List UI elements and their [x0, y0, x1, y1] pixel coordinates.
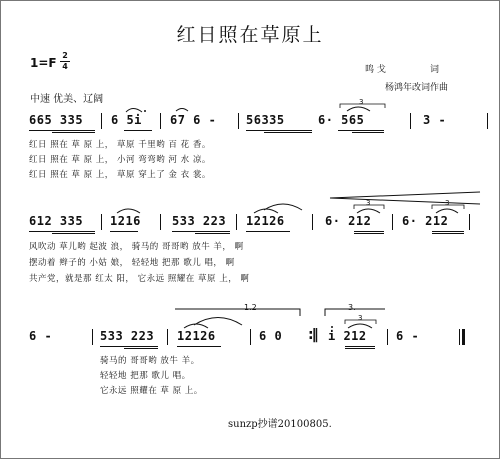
s3-measure-1: 6 - [29, 329, 53, 343]
lyricist-role: 词 [430, 65, 440, 75]
s2-measure-2: 1216 [110, 214, 141, 228]
s1-verse-1: 红日 照在 草 原 上， 草原 千里哟 百 花 香。 [29, 140, 211, 150]
transcriber-signature: sunzp抄谱20100805. [228, 419, 332, 430]
slur [348, 324, 372, 328]
time-signature-bottom: 4 [62, 62, 68, 71]
slur [194, 318, 242, 326]
s2-verse-2: 摆动着 辫子的 小姑 娘， 轻轻地 把那 歌儿 唱， 啊 [29, 258, 235, 268]
s2-measure-1: 612 335 [29, 214, 84, 228]
volta-2-label: 3. [348, 303, 356, 312]
s2-measure-3: 533 223 [172, 214, 227, 228]
slur [436, 209, 458, 213]
slur [184, 324, 208, 328]
triplet-number: 3 [445, 199, 450, 207]
s1-measure-4: 56335 [246, 113, 285, 127]
s3-measure-2: 533 223 [100, 329, 155, 343]
slur [347, 107, 370, 111]
lyricist-name: 鸣 戈 [365, 65, 386, 75]
s1-verse-3: 红日 照在 草 原 上， 草原 穿上了 金 衣 裳。 [29, 170, 211, 180]
s3-verse-2: 轻轻地 把那 歌儿 唱。 [100, 371, 191, 381]
repeat-end-barline: :‖ [308, 327, 317, 343]
volta-1-label: 1.2 [244, 303, 257, 312]
triplet-number: 3 [359, 98, 364, 106]
song-title: 红日照在草原上 [176, 24, 324, 46]
slur [117, 209, 140, 213]
s3-measure-6: 6 - [396, 329, 420, 343]
slur [254, 209, 278, 213]
s1-measure-1: 665 335 [29, 113, 84, 127]
s2-measure-6: 6· 212 [402, 214, 449, 228]
triplet-number: 3 [366, 199, 371, 207]
s3-measure-3: 12126 [177, 329, 216, 343]
s2-verse-3: 共产党，就是那 红太 阳， 它永远 照耀在 草原 上， 啊 [29, 274, 250, 284]
triplet-number: 3 [358, 314, 363, 322]
s3-verse-1: 骑马的 哥哥哟 放牛 羊。 [100, 356, 200, 366]
time-signature-top: 2 [62, 51, 68, 60]
slur [357, 209, 380, 213]
s3-measure-5: i 212 [328, 329, 367, 343]
arranger-credit: 杨鸿年改词作曲 [385, 83, 449, 93]
volta-bracket [175, 309, 300, 316]
s1-verse-2: 红日 照在 草 原 上， 小河 弯弯哟 河 水 凉。 [29, 155, 211, 165]
s2-measure-4: 12126 [246, 214, 285, 228]
volta-bracket [325, 309, 385, 316]
s1-measure-3: 67 6 - [170, 113, 217, 127]
key-signature: 1=F [30, 56, 57, 70]
s1-measure-6: 3 - [423, 113, 447, 127]
s1-measure-5: 6· 565 [318, 113, 365, 127]
slur [126, 109, 142, 113]
s3-measure-4: 6 0 [259, 329, 283, 343]
hairpin [330, 198, 480, 204]
s2-verse-1: 风吹动 草儿哟 起波 浪， 骑马的 哥哥哟 放牛 羊， 啊 [29, 242, 244, 252]
s1-measure-2: 6 5i [111, 113, 142, 127]
slur [176, 109, 188, 112]
tempo-marking: 中速 优美、辽阔 [30, 94, 104, 105]
s3-verse-3: 它永远 照耀在 草 原 上。 [100, 386, 203, 396]
hairpin [330, 192, 480, 198]
s2-measure-5: 6· 212 [325, 214, 372, 228]
